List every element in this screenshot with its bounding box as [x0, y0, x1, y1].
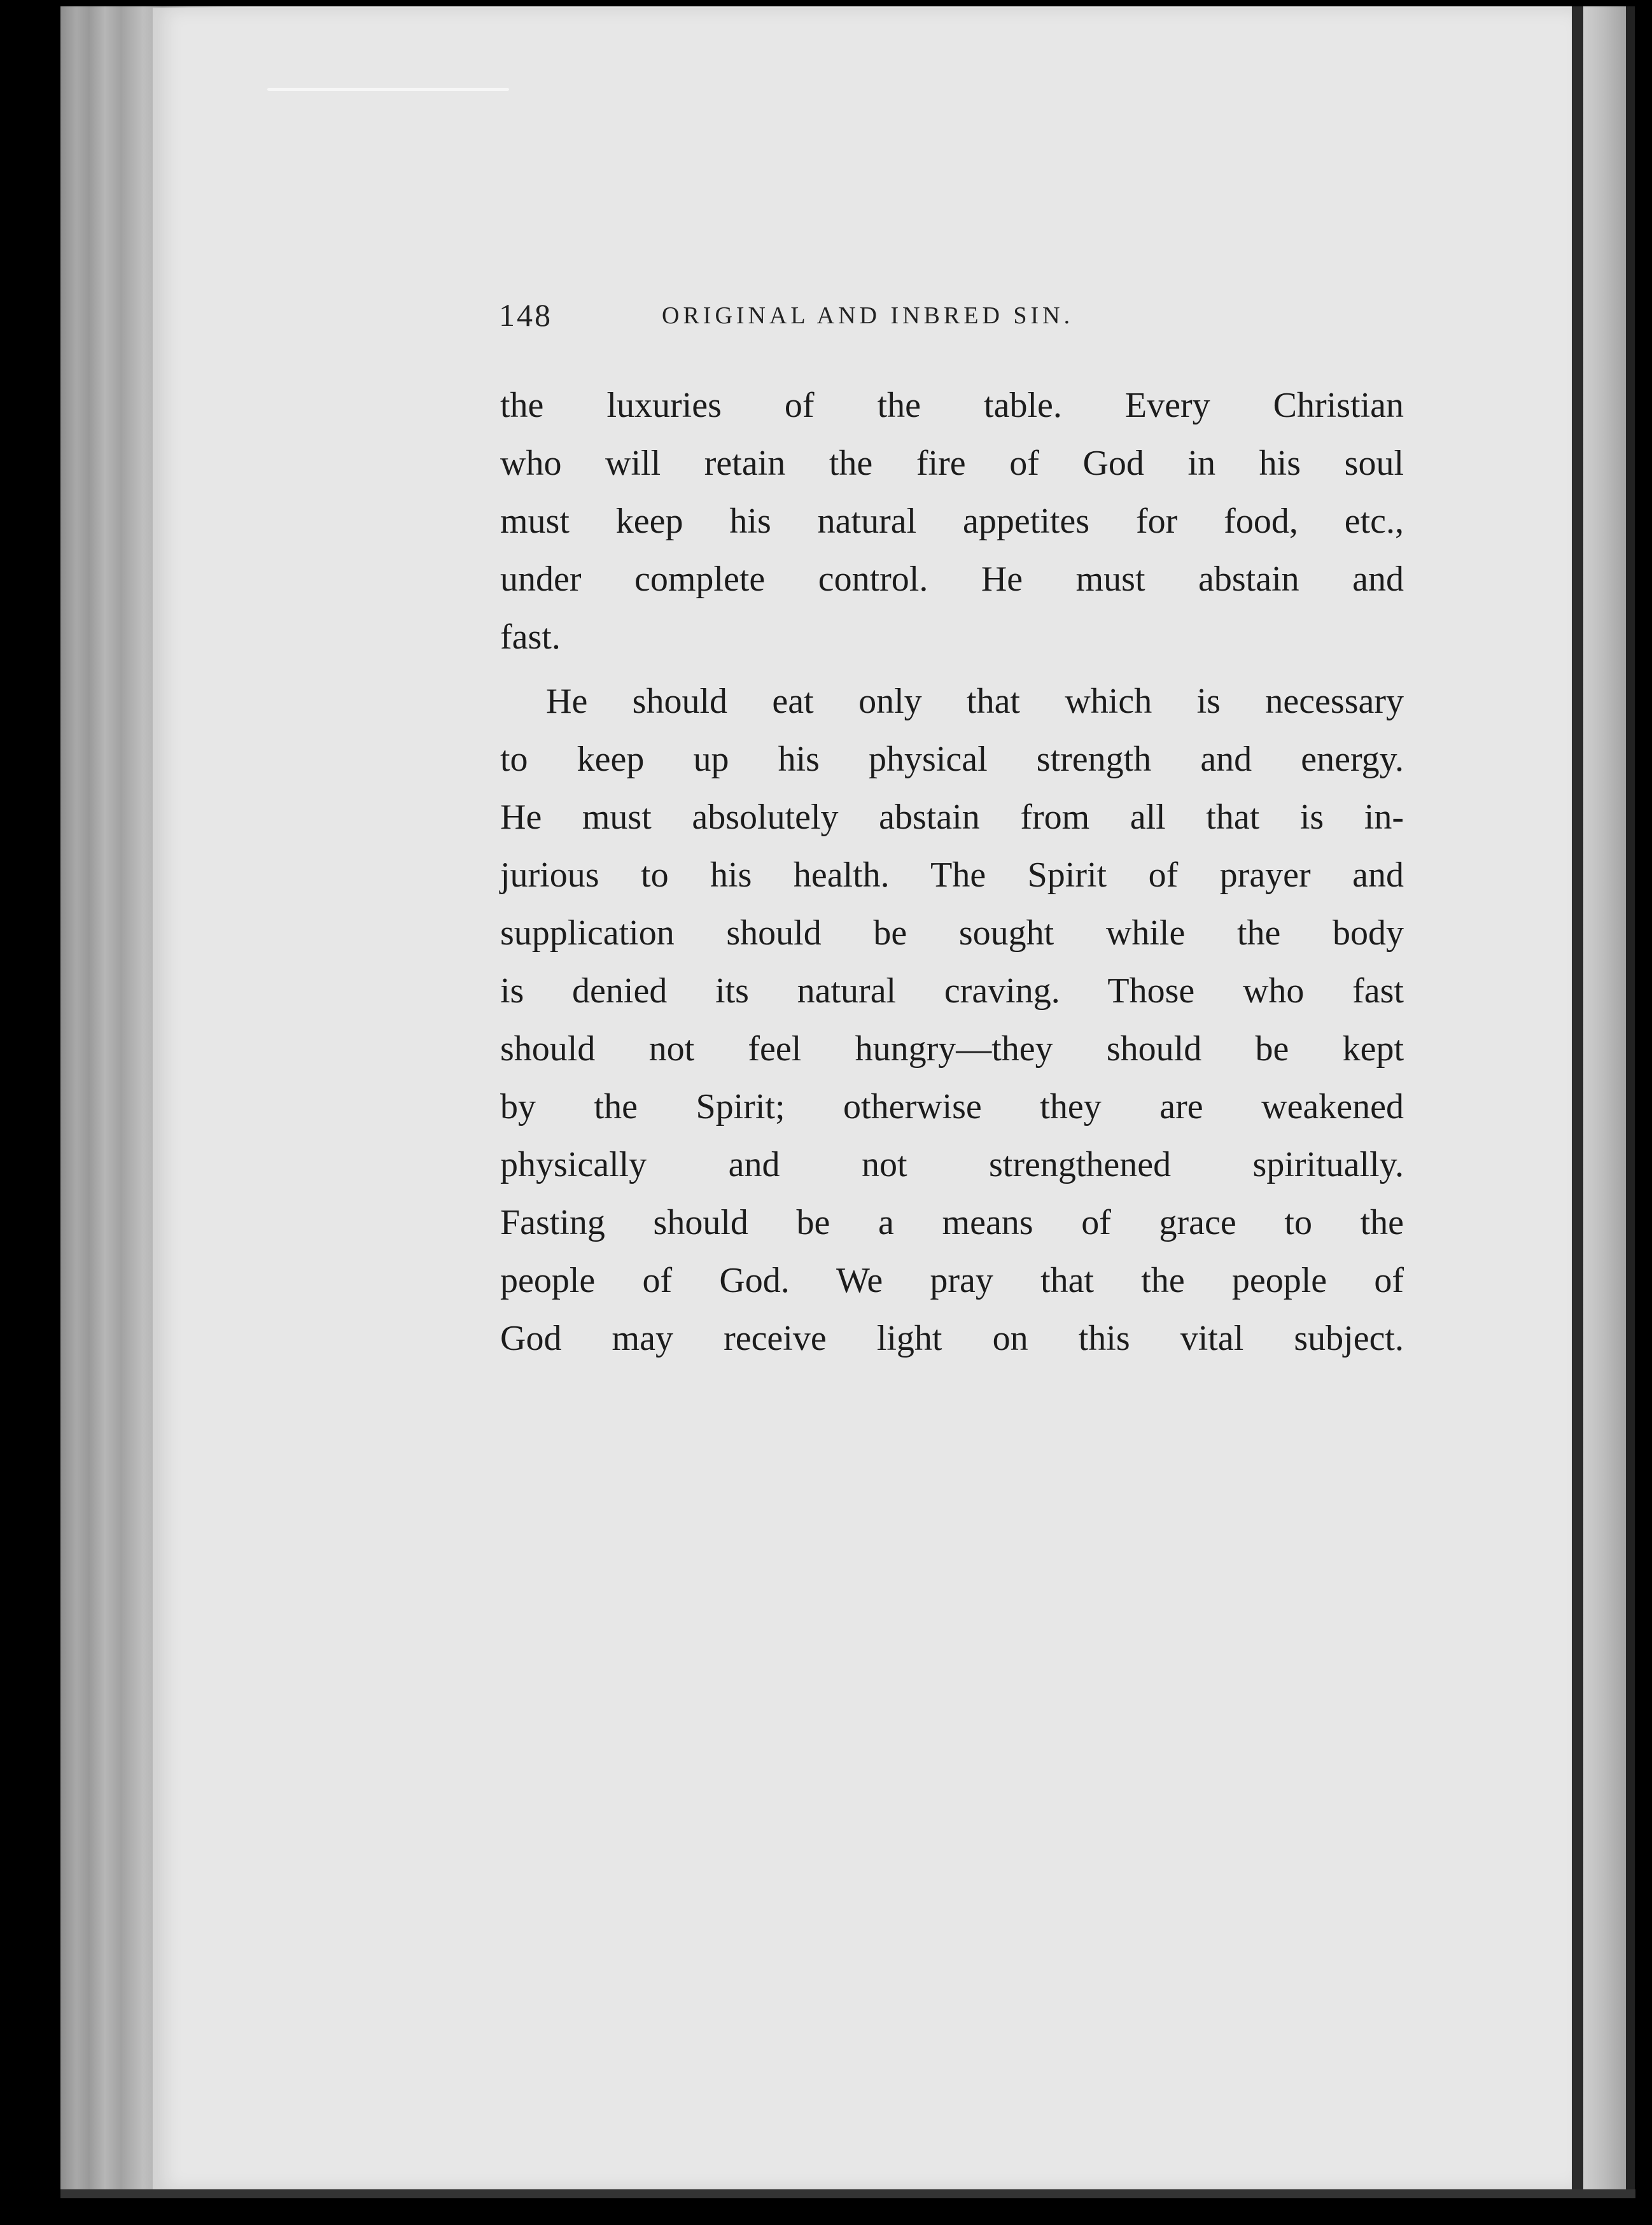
text-line: God may receive light on this vital subject.: [500, 1319, 1404, 1358]
text-line: by the Spirit; otherwise they are weakened: [500, 1087, 1404, 1127]
text-line: He should eat only that which is necessary: [546, 682, 1404, 721]
text-line: the luxuries of the table. Every Christian: [500, 386, 1404, 425]
paragraph: [500, 377, 1404, 666]
text-line: He must absolutely abstain from all that is in-: [500, 797, 1404, 837]
text-line: jurious to his health. The Spirit of prayer and: [500, 855, 1404, 895]
text-line: who will retain the fire of God in his soul: [500, 444, 1404, 483]
book-binding: [1572, 6, 1583, 2196]
text-line: Fasting should be a means of grace to the: [500, 1203, 1404, 1242]
text-line: is denied its natural craving. Those who fast: [500, 971, 1404, 1011]
text-line: should not feel hungry—they should be kept: [500, 1029, 1404, 1069]
page-header: [499, 297, 1212, 341]
text-line: must keep his natural appetites for food, etc.,: [500, 502, 1404, 541]
page-number: 148: [499, 297, 552, 333]
running-head: ORIGINAL AND INBRED SIN.: [662, 302, 1074, 329]
paragraph-gap: [500, 666, 1404, 673]
text-line: physically and not strengthened spiritually.: [500, 1145, 1404, 1184]
text-line: supplication should be sought while the body: [500, 913, 1404, 953]
text-line: fast.: [500, 617, 561, 657]
paragraph: [500, 673, 1404, 1368]
page-bottom-shadow: [60, 2189, 1635, 2198]
body-text: [500, 377, 1404, 1368]
scan-scratch-mark: [267, 88, 509, 91]
text-line: to keep up his physical strength and energy.: [500, 740, 1404, 779]
text-line: people of God. We pray that the people of: [500, 1261, 1404, 1300]
text-line: under complete control. He must abstain and: [500, 559, 1404, 599]
scan-border: [1626, 6, 1635, 2196]
